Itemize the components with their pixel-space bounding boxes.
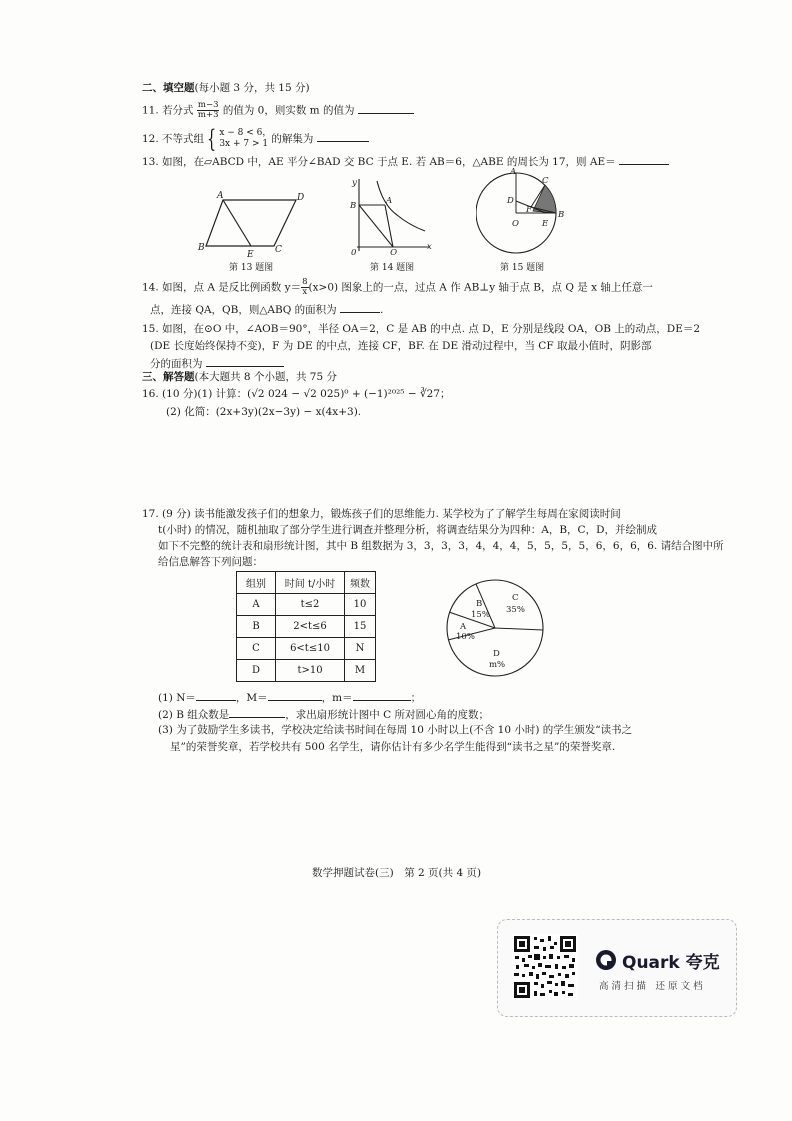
table-header: 时间 t/小时 [276, 572, 345, 594]
table-row [237, 660, 376, 682]
pie-pct-d: m% [489, 660, 506, 670]
question-17-line-3: 如下不完整的统计表和扇形统计图，其中 B 组数据为 3，3，3，3，4，4，4，5，5，5，5，6，6，6，6. 请结合图中所 [158, 540, 724, 552]
q17-sub2-suffix: ，求出扇形统计图中 C 所对圆心角的度数； [285, 709, 489, 721]
label-f: F [526, 205, 532, 215]
section-2-title: 二、填空题 [142, 82, 195, 94]
question-14-line-2 [150, 301, 383, 317]
label-b: B [558, 210, 565, 220]
figure-15 [476, 168, 566, 260]
q12-answer-blank[interactable] [317, 130, 369, 142]
q17-sub2-prefix: (2) B 组众数是 [158, 709, 230, 721]
label-origin: 0 [351, 248, 357, 255]
q12-brace: { [207, 125, 217, 153]
table-row [237, 638, 376, 660]
question-12 [142, 125, 369, 153]
pie-pct-a: 10% [456, 632, 475, 642]
segment-ae [223, 200, 251, 246]
pie-chart [445, 578, 550, 678]
parallelogram-abcd [206, 200, 296, 246]
figure-15-caption: 第 15 题图 [500, 263, 545, 273]
table-cell: N [345, 638, 376, 660]
label-a: A [217, 191, 224, 201]
table-row [237, 594, 376, 616]
table-cell: 15 [345, 616, 376, 638]
pie-pct-c: 35% [506, 605, 525, 615]
q14-suffix: (x>0) 图象上的一点，过点 A 作 AB⊥y 轴于点 B，点 Q 是 x 轴上任意一 [308, 281, 653, 294]
figure-14 [345, 175, 435, 255]
table-cell: B [237, 616, 276, 638]
label-d: D [507, 196, 514, 206]
table-cell: t≤2 [276, 594, 345, 616]
table-cell: t>10 [276, 660, 345, 682]
qr-code-icon [512, 934, 578, 1000]
question-17-line-4: 给信息解答下列问题： [158, 556, 263, 568]
quark-logo-icon [595, 949, 617, 971]
label-b: B [198, 243, 205, 253]
section-3-note: (本大题共 8 个小题，共 75 分 [194, 371, 337, 383]
q14-denominator: x [302, 287, 308, 297]
page-footer: 数学押题试卷(三) 第 2 页(共 4 页) [312, 867, 482, 879]
quark-watermark [497, 919, 737, 1017]
label-c: C [275, 245, 282, 255]
question-17-line-1: 17. (9 分) 读书能激发孩子们的想象力，锻炼孩子们的思维能力. 某学校为了了解学生每周在家阅读时间 [142, 508, 621, 520]
pie-label-a: A [460, 622, 467, 632]
q15-answer-blank[interactable] [206, 355, 284, 367]
label-b: B [350, 201, 357, 211]
q14-prefix: 14. 如图，点 A 是反比例函数 y＝ [142, 281, 302, 294]
question-17-line-2: t(小时) 的情况，随机抽取了部分学生进行调查并整理分析，将调查结果分为四种：A，B，C，D，并绘制成 [158, 524, 657, 536]
q14-fraction [301, 278, 308, 297]
section-2-header [142, 81, 310, 95]
segment-bq [359, 205, 393, 247]
table-cell: C [237, 638, 276, 660]
q11-suffix: 的值为 0，则实数 m 的值为 [222, 104, 355, 117]
q11-denominator: m+3 [197, 110, 219, 120]
label-c: C [542, 176, 549, 186]
q14-numerator: 8 [302, 277, 308, 287]
q17-sub-3-line-1: (3) 为了鼓励学生多读书，学校决定给读书时间在每周 10 小时以上(不含 10 小时) 的学生颁发“读书之 [158, 724, 633, 736]
table-cell: D [237, 660, 276, 682]
label-q: Q [390, 248, 397, 255]
q14-answer-blank[interactable] [340, 301, 380, 313]
question-15-line-2: (DE 长度始终保持不变)，F 为 DE 的中点，连接 CF，BF. 在 DE 滑动过程中，当 CF 取最小值时，阴影部 [150, 340, 652, 352]
section-3-title: 三、解答题 [142, 371, 195, 383]
q17-sub1-end: ； [410, 692, 422, 704]
question-15-line-3 [150, 355, 284, 371]
label-a: A [386, 196, 393, 206]
question-14-line-1 [142, 278, 653, 297]
q11-numerator: m−3 [197, 100, 219, 110]
question-15-line-1: 15. 如图，在⊙O 中，∠AOB＝90°，半径 OA＝2，C 是 AB 的中点. 点 D，E 分别是线段 OA，OB 上的动点，DE＝2 [142, 323, 701, 335]
pie-divider-c-d [495, 628, 543, 630]
table-header-row [237, 572, 376, 594]
quark-slogan: 高 清 扫 描 还 原 文 档 [599, 981, 703, 992]
frequency-table [236, 571, 376, 682]
figure-13 [195, 190, 305, 262]
table-cell: A [237, 594, 276, 616]
q17-n-blank[interactable] [196, 689, 236, 701]
label-o: O [512, 219, 519, 229]
q12-prefix: 12. 不等式组 [142, 133, 205, 145]
label-x: x [427, 242, 432, 252]
q11-prefix: 11. 若分式 [142, 104, 194, 117]
q17-sub-1 [158, 689, 421, 705]
q11-fraction [197, 101, 220, 120]
q15-line3-text: 分的面积为 [150, 358, 203, 370]
question-13 [142, 153, 669, 169]
figure-13-caption: 第 13 题图 [229, 263, 274, 273]
q17-mode-blank[interactable] [229, 706, 285, 718]
table-row [237, 616, 376, 638]
q13-answer-blank[interactable] [619, 153, 669, 165]
q17-sub-2 [158, 706, 489, 722]
table-header: 频数 [345, 572, 376, 594]
q17-sub1-m: ，M＝ [235, 692, 268, 704]
label-e: E [542, 219, 549, 229]
q11-answer-blank[interactable] [358, 102, 414, 114]
table-cell: M [345, 660, 376, 682]
q12-inequality-1: x − 8 < 6， [219, 128, 272, 138]
question-16-part-1: 16. (10 分)(1) 计算：(√2 024 − √2 025)⁰ + (−1)²⁰²⁵ − ∛27； [142, 388, 451, 400]
section-3-header [142, 370, 337, 384]
q17-sub1-n: (1) N＝ [158, 692, 196, 704]
pie-pct-b: 15% [471, 610, 490, 620]
q17-sub1-pct: ，m＝ [321, 692, 353, 704]
pie-label-d: D [493, 649, 500, 659]
table-cell: 2<t≤6 [276, 616, 345, 638]
q14-period: . [380, 304, 384, 316]
q14-line2-text: 点，连接 QA，QB，则△ABQ 的面积为 [150, 304, 337, 316]
q12-inequality-2: 3x + 7 > 1 [219, 139, 269, 149]
q12-suffix: 的解集为 [271, 133, 314, 145]
q17-pct-blank[interactable] [353, 689, 411, 701]
pie-label-c: C [512, 593, 519, 603]
table-cell: 10 [345, 594, 376, 616]
q12-system [219, 128, 271, 150]
q17-sub-3-line-2: 星”的荣誉奖章，若学校共有 500 名学生，请你估计有多少名学生能得到“读书之星”的荣誉奖章. [170, 741, 616, 753]
section-2-note: (每小题 3 分，共 15 分) [194, 82, 310, 94]
pie-label-b: B [476, 599, 483, 609]
label-a: A [510, 168, 517, 177]
q17-m-blank[interactable] [268, 689, 322, 701]
label-y: y [352, 178, 357, 188]
label-e: E [247, 250, 254, 260]
hyperbola-curve [377, 181, 425, 231]
table-header: 组别 [237, 572, 276, 594]
q13-text: 13. 如图，在▱ABCD 中，AE 平分∠BAD 交 BC 于点 E. 若 AB＝6，△ABE 的周长为 17，则 AE＝ [142, 156, 616, 168]
figure-14-caption: 第 14 题图 [370, 263, 415, 273]
table-cell: 6<t≤10 [276, 638, 345, 660]
question-11 [142, 101, 414, 120]
question-16-part-2: (2) 化简：(2x+3y)(2x−3y) − x(4x+3). [166, 406, 362, 418]
quark-brand: Quark 夸克 [622, 953, 720, 973]
label-d: D [297, 193, 305, 203]
